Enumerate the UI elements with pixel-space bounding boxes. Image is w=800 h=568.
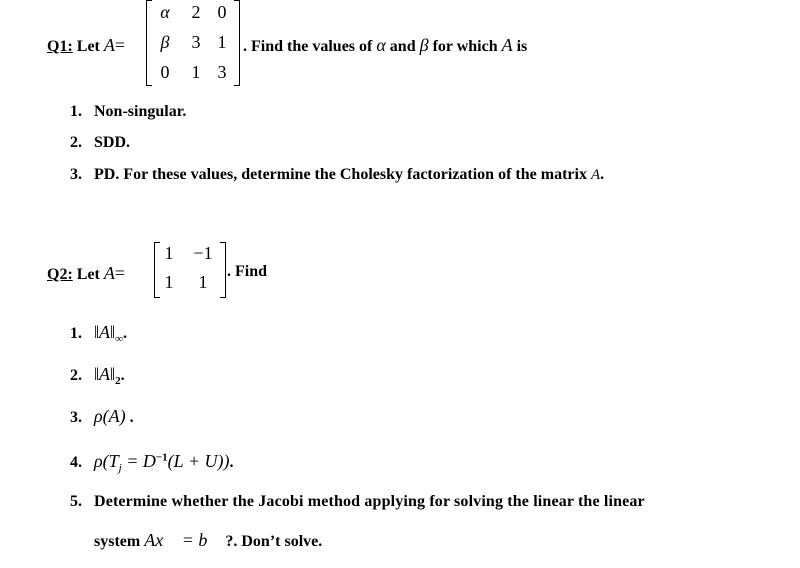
q2-heading — [47, 263, 125, 284]
q2-item-1: 1. $‖A‖_\infty$. — [70, 322, 127, 346]
q1-item-1: 1. Non-singular. — [70, 103, 187, 120]
q1-item-2: 2. SDD. — [70, 134, 131, 151]
q1-m-1-2: 1 — [217, 32, 227, 52]
q2-matrix-right-bracket — [220, 242, 226, 298]
q1-m-2-1: 1 — [191, 62, 201, 82]
q2-item-2: 2. $‖A‖_2$. — [70, 364, 125, 388]
q1-heading — [47, 35, 125, 56]
q1-var: A — [103, 35, 115, 55]
q1-m-0-2: 0 — [217, 2, 227, 22]
q1-m-1-0: β — [160, 32, 170, 52]
q1-and: and — [389, 38, 416, 55]
q1-m-1-1: 3 — [191, 32, 201, 52]
q1-after: . Find the values of — [243, 38, 373, 55]
q2-matrix — [154, 240, 234, 300]
q2-m-1-1: 1 — [198, 272, 208, 292]
q1-eq: = — [114, 35, 126, 55]
q2-eq: = — [114, 263, 126, 283]
q1-item-3: 3. PD. For these values, determine the Cholesky factorization of the matrix A. — [70, 166, 605, 183]
q2-m-1-0: 1 — [164, 272, 174, 292]
q2-let: Let — [76, 266, 100, 283]
q1-beta: β — [419, 35, 429, 55]
q2-m-0-1: −1 — [193, 243, 213, 263]
q1-question-text — [243, 35, 527, 56]
q1-m-0-0: α — [160, 2, 170, 22]
q1-let: Let — [76, 38, 100, 55]
q2-find: . Find — [227, 263, 268, 280]
q2-item-5-line2: system Ax⃗ = b⃗ ?. Don’t solve. — [94, 530, 323, 550]
q1-matrix-left-bracket — [146, 0, 152, 86]
q2-item-4: 4. $\rho(T_j = D^{-1}(L + U))$. — [70, 451, 234, 475]
q1-is: is — [516, 38, 528, 55]
q1-m-2-2: 3 — [217, 62, 227, 82]
q1-matrix-right-bracket — [234, 0, 240, 86]
q1-matrix — [146, 0, 246, 90]
q1-m-2-0: 0 — [160, 62, 170, 82]
q1-m-0-1: 2 — [191, 2, 201, 22]
q1-alpha: α — [376, 35, 386, 55]
q2-item-3: 3. ρ(A) . — [70, 406, 134, 426]
q1-for: for which — [432, 38, 498, 55]
q1-label: Q1: — [47, 38, 73, 55]
q1-A: A — [501, 35, 513, 55]
q2-m-0-0: 1 — [164, 243, 174, 263]
q2-item-5: 5. Determine whether the Jacobi method applying for solving the linear the linear — [70, 493, 645, 510]
q2-label: Q2: — [47, 266, 73, 283]
q2-var: A — [103, 263, 115, 283]
